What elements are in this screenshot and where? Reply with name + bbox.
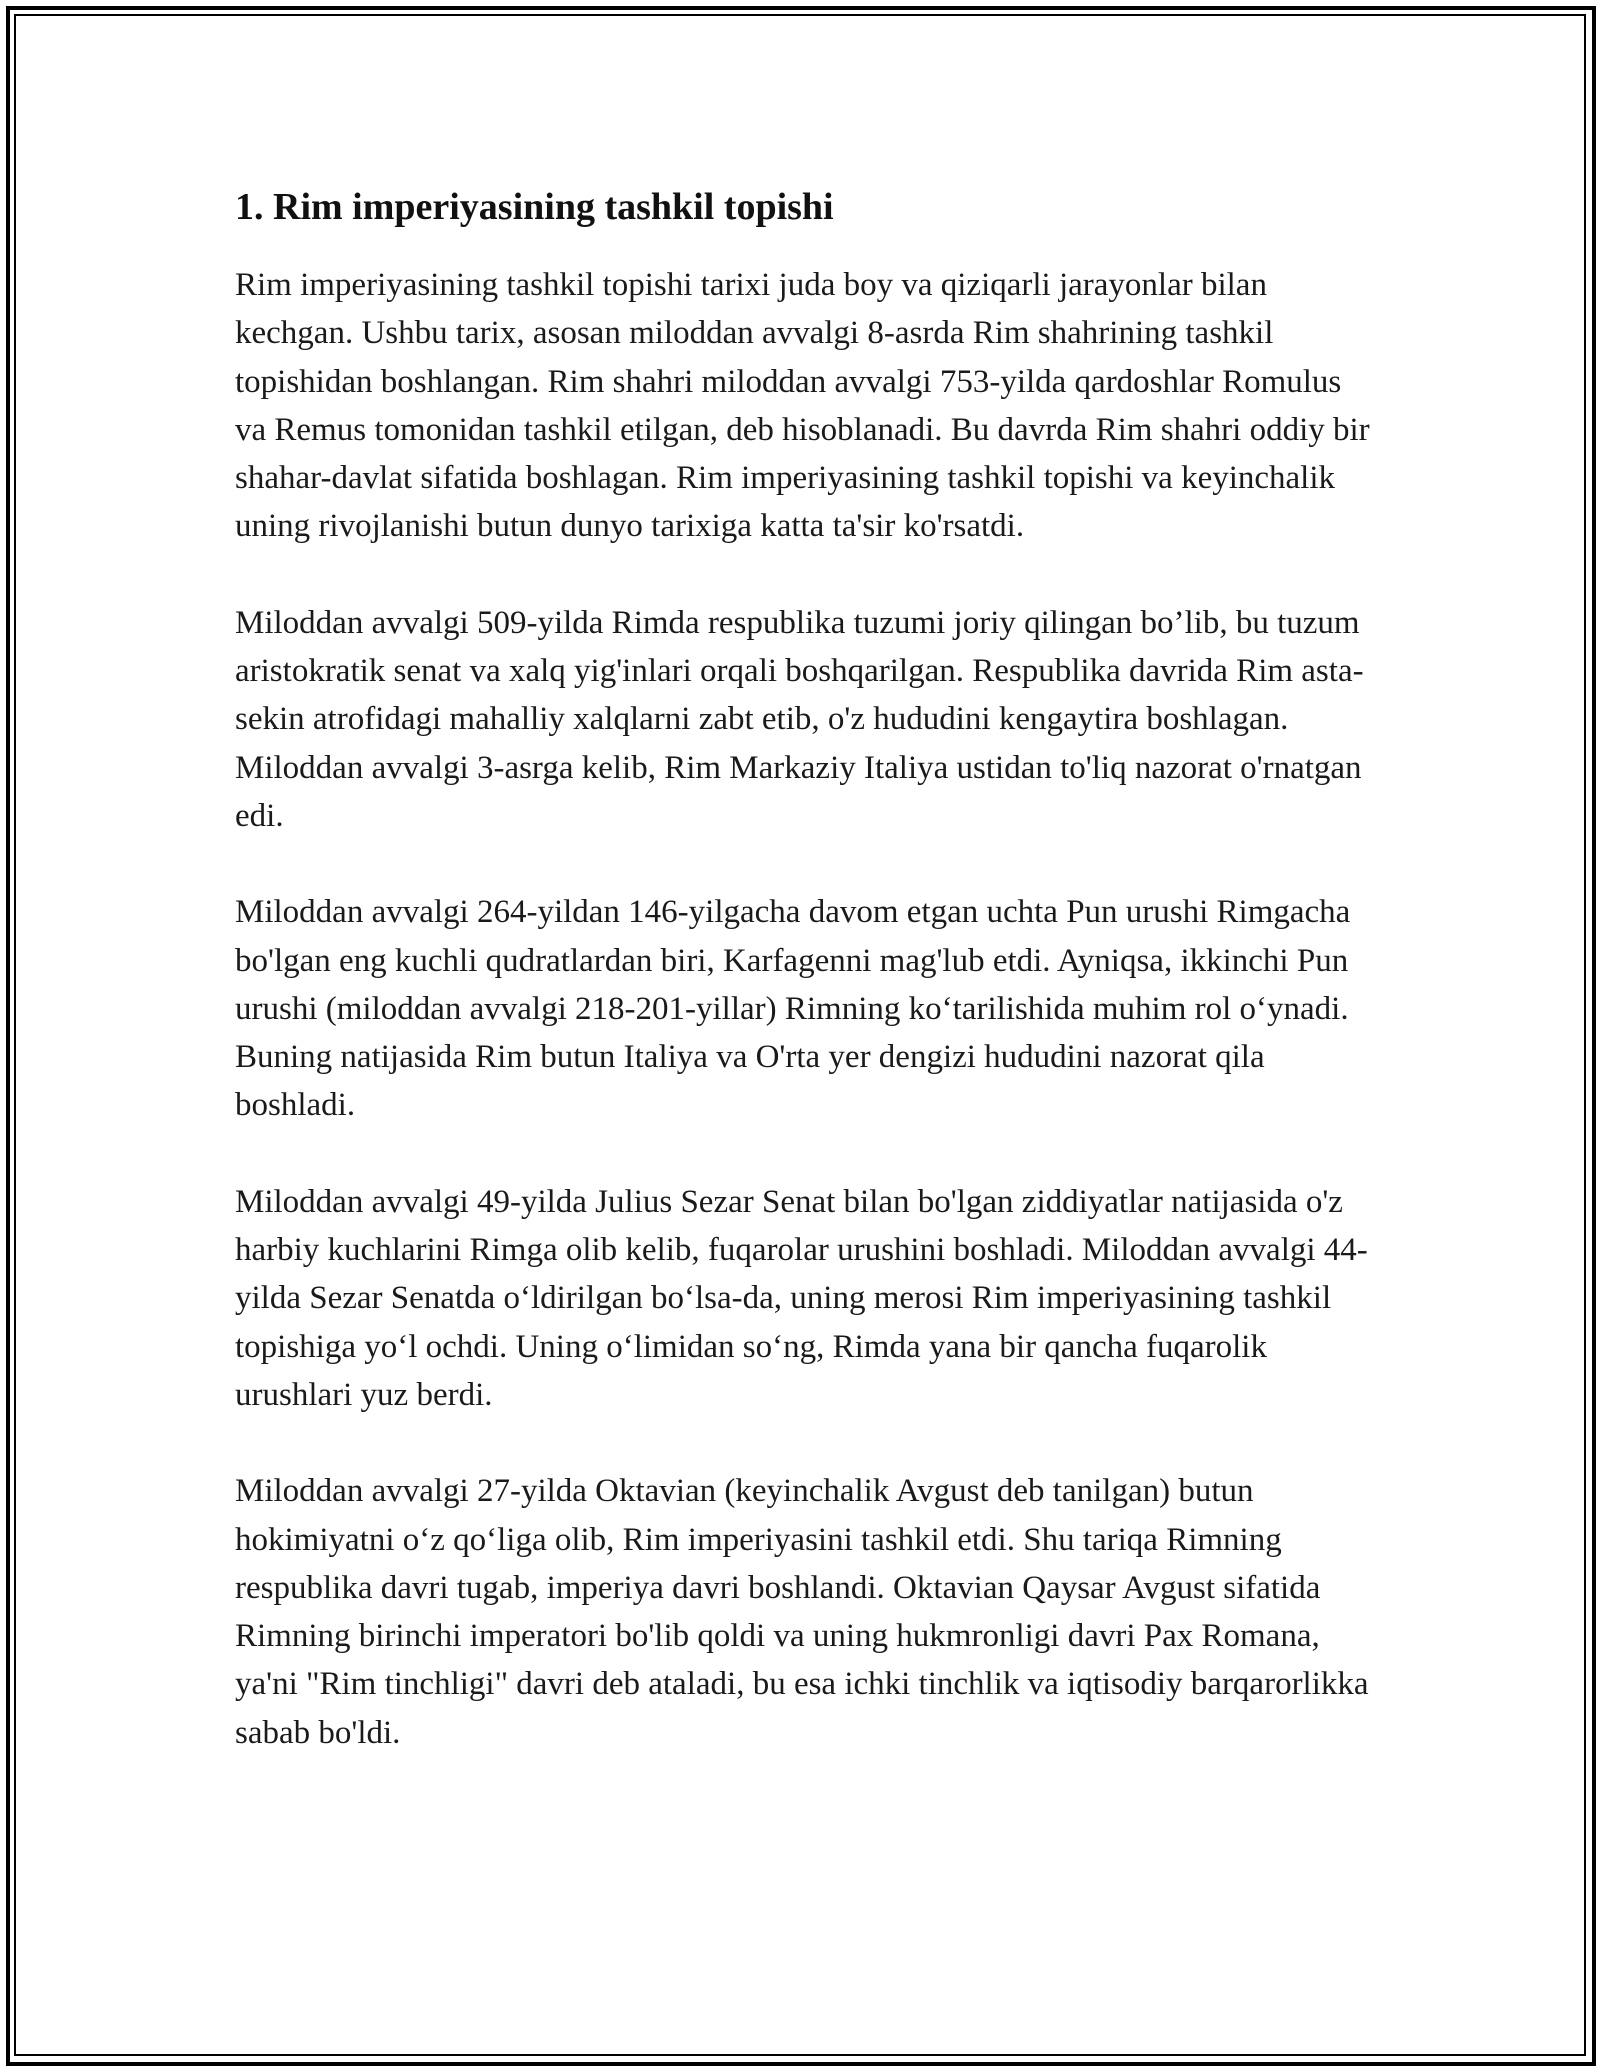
paragraph-5: Miloddan avvalgi 27-yilda Oktavian (keyinchalik Avgust deb tanilgan) butun hokimiyatni oʻz qoʻliga olib, Rim imperiyasini tashkil etdi. Shu tariqa Rimning respublika davri tugab, imperiya davri boshlandi. Oktavian Qaysar Avgust sifatida Rimning birinchi imperatori bo'lib qoldi va uning hukmronligi davri Pax Romana, ya'ni "Rim tinchligi" davri deb ataladi, bu esa ichki tinchlik va iqtisodiy barqarorlikka sabab bo'ldi. <box>235 1473 1369 1751</box>
paragraph-3: Miloddan avvalgi 264-yildan 146-yilgacha davom etgan uchta Pun urushi Rimgacha bo'lgan eng kuchli qudratlardan biri, Karfagenni mag'lub etdi. Ayniqsa, ikkinchi Pun urushi (miloddan avvalgi 218-201-yillar) Rimning koʻtarilishida muhim rol oʻynadi. Buning natijasida Rim butun Italiya va O'rta yer dengizi hududini nazorat qila boshladi. <box>235 894 1351 1124</box>
paragraph-4: Miloddan avvalgi 49-yilda Julius Sezar Senat bilan bo'lgan ziddiyatlar natijasida o'z harbiy kuchlarini Rimga olib kelib, fuqarolar urushini boshladi. Miloddan avvalgi 44-yilda Sezar Senatda oʻldirilgan boʻlsa-da, uning merosi Rim imperiyasining tashkil topishiga yoʻl ochdi. Uning oʻlimidan soʻng, Rimda yana bir qancha fuqarolik urushlari yuz berdi. <box>235 1183 1368 1413</box>
paragraph-2: Miloddan avvalgi 509-yilda Rimda respublika tuzumi joriy qilingan bo’lib, bu tuzum aristokratik senat va xalq yig'inlari orqali boshqarilgan. Respublika davrida Rim asta-sekin atrofidagi mahalliy xalqlarni zabt etib, o'z hududini kengaytira boshlagan. Miloddan avvalgi 3-asrga kelib, Rim Markaziy Italiya ustidan to'liq nazorat o'rnatgan edi. <box>235 604 1364 834</box>
section-heading: 1. Rim imperiyasining tashkil topishi <box>235 186 834 228</box>
paragraph-1: Rim imperiyasining tashkil topishi tarixi juda boy va qiziqarli jarayonlar bilan kechgan. Ushbu tarix, asosan miloddan avvalgi 8-asrda Rim shahrining tashkil topishidan boshlangan. Rim shahri miloddan avvalgi 753-yilda qardoshlar Romulus va Remus tomonidan tashkil etilgan, deb hisoblanadi. Bu davrda Rim shahri oddiy bir shahar-davlat sifatida boshlagan. Rim imperiyasining tashkil topishi va keyinchalik uning rivojlanishi butun dunyo tarixiga katta ta'sir ko'rsatdi. <box>235 267 1370 545</box>
document-body <box>235 183 1380 1805</box>
